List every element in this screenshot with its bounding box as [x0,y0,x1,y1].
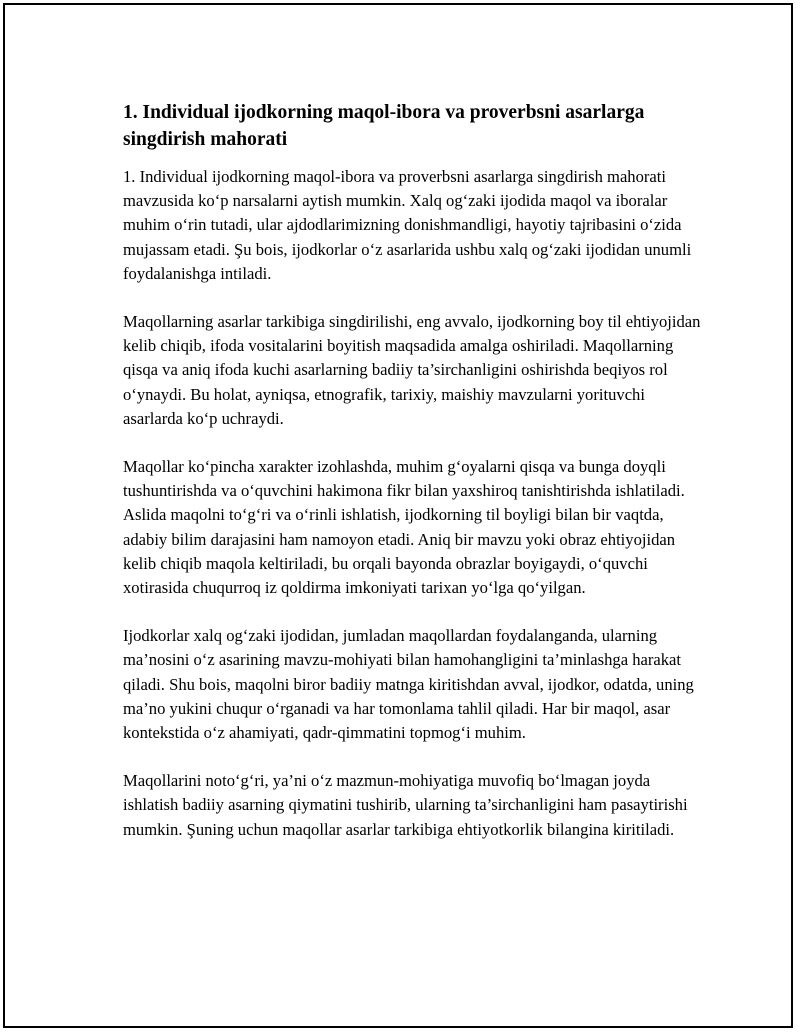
paragraph-3: Maqollar ko‘pincha xarakter izohlashda, muhim g‘oyalarni qisqa va bunga doyqli tushuntirishda va o‘quvchini hakimona fikr bilan yaxshiroq tanishtirishda ishlatiladi. Aslida maqolni to‘g‘ri va o‘rinli ishlatish, ijodkorning til boyligi bilan bir vaqtda, adabiy bilim darajasini ham namoyon etadi. Aniq bir mavzu yoki obraz ehtiyojidan kelib chiqib maqola keltiriladi, bu orqali bayonda obrazlar boyigaydi, o‘quvchi xotirasida chuqurroq iz qoldirma imkoniyati tarixan yo‘lga qo‘yilgan. [123,457,685,598]
page-title: 1. Individual ijodkorning maqol-ibora va proverbsni asarlarga singdirish mahorati [123,102,645,150]
page-frame [3,3,793,1028]
paragraph-2: Maqollarning asarlar tarkibiga singdirilishi, eng avvalo, ijodkorning boy til ehtiyojidan kelib chiqib, ifoda vositalarini boyitish maqsadida amalga oshiriladi. Maqollarning qisqa va aniq ifoda kuchi asarlarning badiiy ta’sirchanligini oshirishda beqiyos rol o‘ynaydi. Bu holat, ayniqsa, etnografik, tarixiy, maishiy mavzularni yorituvchi asarlarda ko‘p uchraydi. [123,312,701,428]
paragraph-5: Maqollarini noto‘g‘ri, ya’ni o‘z mazmun-mohiyatiga muvofiq bo‘lmagan joyda ishlatish badiiy asarning qiymatini tushirib, ularning ta’sirchanligini ham pasaytirishi mumkin. Şuning uchun maqollar asarlar tarkibiga ehtiyotkorlik bilangina kiritiladi. [123,771,688,839]
paragraph-1: 1. Individual ijodkorning maqol-ibora va proverbsni asarlarga singdirish mahorati mavzusida ko‘p narsalarni aytish mumkin. Xalq og‘zaki ijodida maqol va iboralar muhim o‘rin tutadi, ular ajdodlarimizning donishmandligi, hayotiy tajribasini o‘zida mujassam etadi. Şu bois, ijodkorlar o‘z asarlarida ushbu xalq og‘zaki ijodidan unumli foydalanishga intiladi. [123,167,692,283]
document-body [123,99,703,866]
paragraph-4: Ijodkorlar xalq og‘zaki ijodidan, jumladan maqollardan foydalanganda, ularning ma’nosini o‘z asarining mavzu-mohiyati bilan hamohangligini ta’minlashga harakat qiladi. Shu bois, maqolni biror badiiy matnga kiritishdan avval, ijodkor, odatda, uning ma’no yukini chuqur o‘rganadi va har tomonlama tahlil qiladi. Har bir maqol, asar kontekstida o‘z ahamiyati, qadr-qimmatini topmog‘i muhim. [123,626,694,743]
